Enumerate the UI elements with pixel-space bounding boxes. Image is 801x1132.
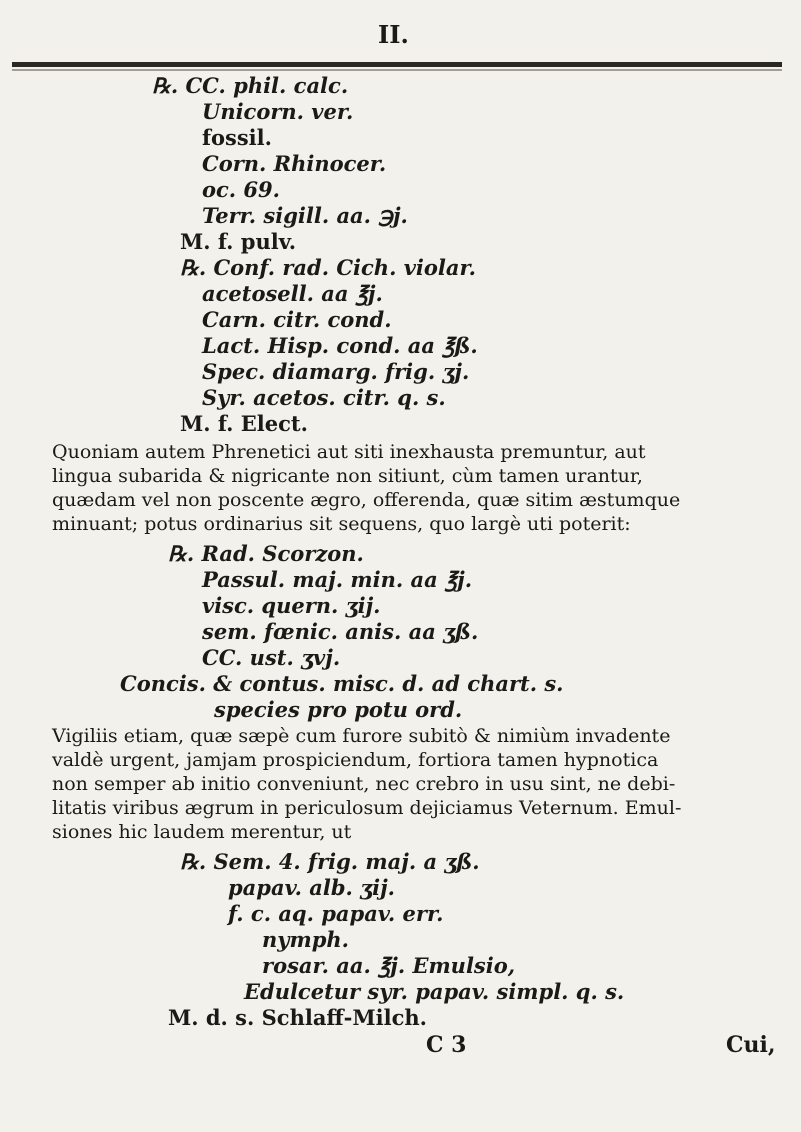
paragraph-2-line: non semper ab initio conveniunt, nec crebro in usu sint, ne debi- xyxy=(52,773,676,795)
recipe4-line-2: papav. alb. ʒij. xyxy=(228,875,395,900)
recipe2-line-1: ℞. Conf. rad. Cich. violar. xyxy=(180,255,476,280)
paragraph-2-line: siones hic laudem merentur, ut xyxy=(52,821,352,843)
paragraph-1-line: lingua subarida & nigricante non sitiunt, cùm tamen urantur, xyxy=(52,465,643,487)
header-rule-thin xyxy=(12,69,782,71)
paragraph-2-line: litatis viribus ægrum in periculosum dejiciamus Veternum. Emul- xyxy=(52,797,682,819)
paragraph-2 xyxy=(52,724,782,844)
recipe1-line-6: Terr. sigill. aa. ℈j. xyxy=(202,203,408,228)
recipe1-line-2: Unicorn. ver. xyxy=(202,99,354,124)
recipe2-line-3: Carn. citr. cond. xyxy=(202,307,392,332)
page-number: II. xyxy=(378,20,409,49)
recipe4-line-1: ℞. Sem. 4. frig. maj. a ʒß. xyxy=(180,849,480,874)
recipe1-line-5: oc. 69. xyxy=(202,177,280,202)
recipe3-line-4: sem. fœnic. anis. aa ʒß. xyxy=(202,619,479,644)
paragraph-2-line: valdè urgent, jamjam prospiciendum, fortiora tamen hypnotica xyxy=(52,749,659,771)
recipe4-line-4: nymph. xyxy=(262,927,349,952)
recipe1-line-3: fossil. xyxy=(202,125,272,150)
recipe3-line-5: CC. ust. ʒvj. xyxy=(202,645,341,670)
paragraph-1-line: quædam vel non poscente ægro, offerenda, quæ sitim æstumque xyxy=(52,489,681,511)
paragraph-2-line: Vigiliis etiam, quæ sæpè cum furore subitò & nimiùm invadente xyxy=(52,725,671,747)
recipe2-line-2: acetosell. aa ℥j. xyxy=(202,281,383,306)
recipe4-line-7: M. d. s. Schlaff-Milch. xyxy=(168,1005,427,1030)
paragraph-1-line: Quoniam autem Phrenetici aut siti inexhausta premuntur, aut xyxy=(52,441,646,463)
recipe2-line-4: Lact. Hisp. cond. aa ℥ß. xyxy=(202,333,478,358)
recipe3-line-2: Passul. maj. min. aa ℥j. xyxy=(202,567,473,592)
catchword: Cui, xyxy=(726,1032,776,1058)
recipe2-line-5: Spec. diamarg. frig. ʒj. xyxy=(202,359,470,384)
recipe4-line-6: Edulcetur syr. papav. simpl. q. s. xyxy=(244,979,625,1004)
paragraph-1-line: minuant; potus ordinarius sit sequens, quo largè uti poterit: xyxy=(52,513,631,535)
recipe1-line-1: ℞. CC. phil. calc. xyxy=(152,73,349,98)
recipe3-line-6: Concis. & contus. misc. d. ad chart. s. xyxy=(120,671,564,696)
recipe3-line-7: species pro potu ord. xyxy=(214,697,463,722)
recipe1-line-7: M. f. pulv. xyxy=(180,229,297,254)
recipe2-line-6: Syr. acetos. citr. q. s. xyxy=(202,385,446,410)
recipe1-line-4: Corn. Rhinocer. xyxy=(202,151,387,176)
recipe3-line-3: visc. quern. ʒij. xyxy=(202,593,381,618)
signature-mark: C 3 xyxy=(426,1032,467,1058)
header-rule xyxy=(12,62,782,67)
recipe2-line-7: M. f. Elect. xyxy=(180,411,308,436)
recipe4-line-5: rosar. aa. ℥j. Emulsio, xyxy=(262,953,516,978)
recipe4-line-3: f. c. aq. papav. err. xyxy=(228,901,444,926)
recipe3-line-1: ℞. Rad. Scorzon. xyxy=(168,541,364,566)
paragraph-1 xyxy=(52,440,782,536)
